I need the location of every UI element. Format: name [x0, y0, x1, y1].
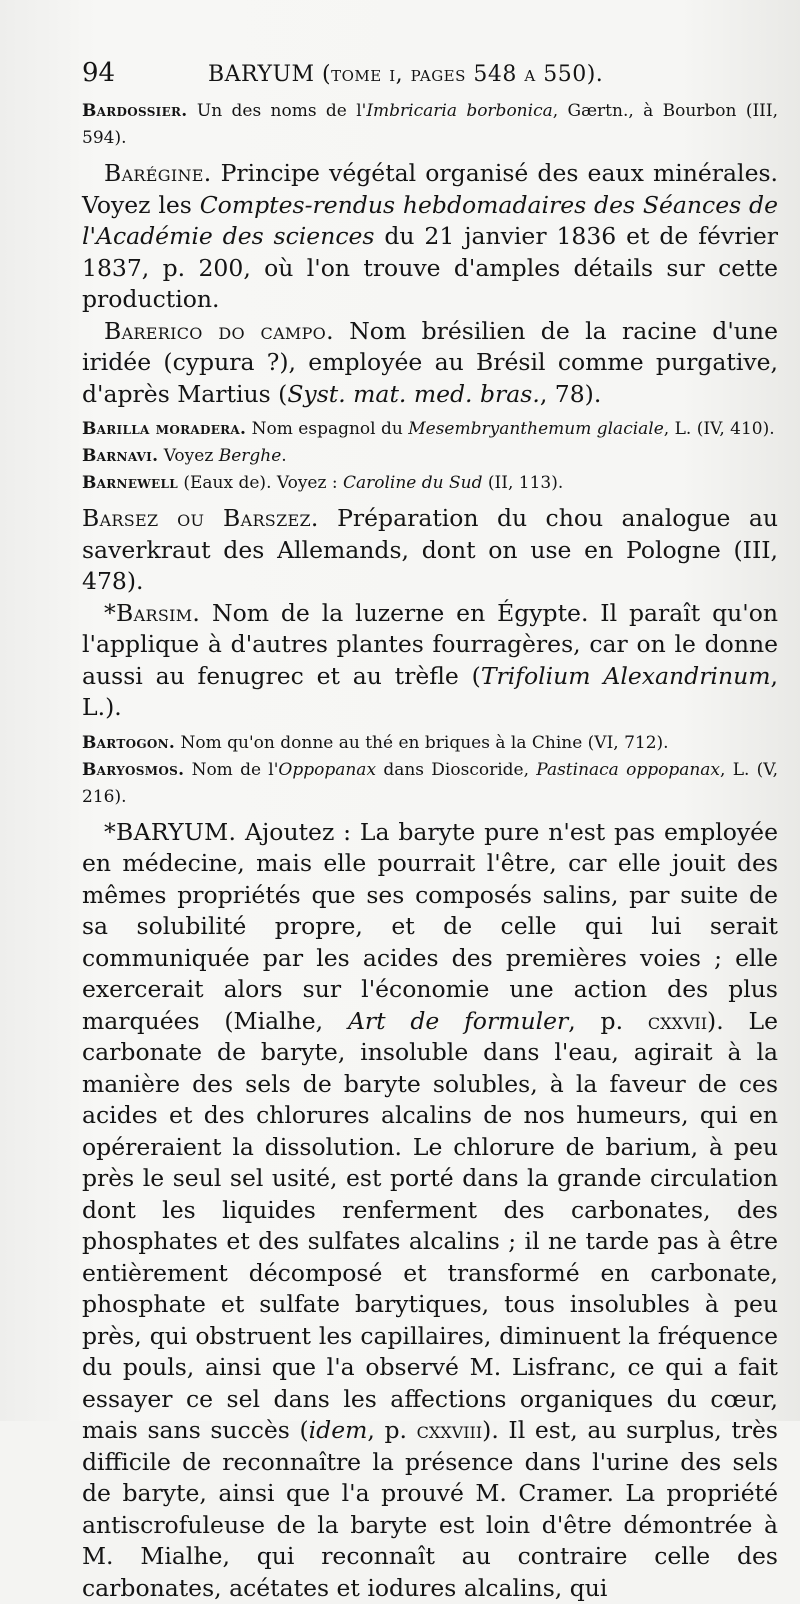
entry-text: du 21 janvier 1836 et de février 1837, p. 200, où l'on trouve d'amples détails sur cette production.	[82, 222, 778, 313]
entry-baryosmos	[82, 757, 778, 811]
entry-headword: Barégine.	[104, 159, 212, 187]
running-title-main: BARYUM	[208, 62, 315, 87]
entry-text: , Gærtn., à Bourbon (III, 594).	[82, 101, 778, 148]
italic-term: Pastinaca oppopanax	[536, 760, 720, 780]
entry-text: (II, 113).	[483, 473, 564, 493]
entry-baryum	[82, 817, 778, 1604]
entry-barsim	[82, 598, 778, 724]
italic-term: Trifolium Alexandrinum	[481, 662, 771, 690]
entry-headword: Barnavi.	[82, 446, 158, 466]
italic-term: idem	[309, 1416, 368, 1444]
entry-headword: Barsez ou Barszez.	[82, 504, 319, 532]
entry-text: , 78).	[540, 380, 601, 408]
entry-barnavi	[82, 443, 778, 470]
entry-text: , p.	[568, 1007, 648, 1035]
italic-term: Imbricaria borbonica	[366, 101, 552, 121]
entry-text: Nom qu'on donne au thé en briques à la Chine (VI, 712).	[175, 733, 668, 753]
running-head	[82, 58, 778, 92]
italic-term: Art de formuler	[348, 1007, 568, 1035]
running-title	[208, 62, 603, 87]
entry-text: Nom de la luzerne en Égypte. Il paraît qu'on l'applique à d'autres plantes fourragères, car on le donne aussi au fenugrec et au trèfle (	[82, 599, 778, 690]
entry-barsez	[82, 503, 778, 598]
entry-baregine	[82, 158, 778, 316]
entry-text: , p.	[367, 1416, 416, 1444]
entry-headword: Baryosmos.	[82, 760, 184, 780]
entry-barerico	[82, 316, 778, 411]
entry-headword: Barnewell	[82, 473, 178, 493]
entry-barnewell	[82, 470, 778, 497]
entry-headword: Bartogon.	[82, 733, 175, 753]
italic-term: Berghe	[219, 446, 282, 466]
entry-text: (Eaux de). Voyez :	[178, 473, 343, 493]
running-title-range: (tome i, pages 548 a 550).	[322, 62, 603, 87]
entry-text: , L. (IV, 410).	[664, 419, 775, 439]
italic-term: Mesembryanthemum glaciale	[408, 419, 664, 439]
entry-text: Principe végétal organisé des eaux minérales. Voyez les	[82, 159, 778, 219]
entry-bartogon	[82, 730, 778, 757]
entry-text: ). Le carbonate de baryte, insoluble dans l'eau, agirait à la manière des sels de baryte solubles, à la faveur de ces acides et des chlorures alcalins de nos humeurs, qui en opéreraient la dissolution. Le chlorure de barium, à peu près le seul sel usité, est porté dans la grande circulation dont les liquides renferment des carbonates, des phosphates et des sulfates alcalins ; il ne tarde pas à être entièrement décomposé et transformé en carbonate, phosphate et sulfate barytiques, tous insolubles à peu près, qui obstruent les capillaires, diminuent la fréquence du pouls, ainsi que l'a observé M. Lisfranc, ce qui a fait essayer ce sel dans les affections organiques du cœur, mais sans succès (	[82, 1007, 778, 1445]
entry-text: Nom espagnol du	[246, 419, 408, 439]
entry-text: Nom de l'	[184, 760, 278, 780]
entry-headword: *Barsim.	[104, 599, 200, 627]
entry-text: Préparation du chou analogue au saverkraut des Allemands, dont on use en Pologne (III, 478).	[82, 504, 778, 595]
entry-text: ). Il est, au surplus, très difficile de reconnaître la présence dans l'urine des sels de baryte, ainsi que l'a prouvé M. Cramer. La propriété antiscrofuleuse de la baryte est loin d'être démontrée à M. Mialhe, qui reconnaît au contraire celle des carbonates, acétates et iodures alcalins, qui	[82, 1416, 778, 1602]
entry-text: .	[281, 446, 286, 466]
entry-headword: Bardossier.	[82, 101, 188, 121]
italic-term: Syst. mat. med. bras.	[287, 380, 540, 408]
entry-text: , L. (V, 216).	[82, 760, 778, 807]
roman-numeral-ref: cxxviii	[417, 1416, 483, 1444]
entry-text: Ajoutez : La baryte pure n'est pas employée en médecine, mais elle pourrait l'être, car elle jouit des mêmes propriétés que ses composés salins, par suite de sa solubilité propre, et de celle qui lui serait communiquée par les acides des premières voies ; elle exercerait alors sur l'économie une action des plus marquées (Mialhe,	[82, 818, 778, 1035]
entry-barilla	[82, 416, 778, 443]
page-number: 94	[82, 58, 208, 88]
italic-term: Comptes-rendus hebdomadaires des Séances de l'Académie des sciences	[82, 191, 778, 251]
entry-text: Nom brésilien de la racine d'une iridée (cypura ?), employée au Brésil comme purgative, d'après Martius (	[82, 317, 778, 408]
entry-text: Voyez	[158, 446, 218, 466]
entry-headword: Barerico do campo.	[104, 317, 334, 345]
entry-bardossier	[82, 98, 778, 152]
roman-numeral-ref: cxxvii	[648, 1007, 707, 1035]
italic-term: Oppopanax	[278, 760, 376, 780]
entry-headword: *BARYUM.	[104, 818, 236, 846]
entry-headword: Barilla moradera.	[82, 419, 246, 439]
italic-term: Caroline du Sud	[343, 473, 483, 493]
entry-text: dans Dioscoride,	[376, 760, 536, 780]
entry-text: , L.).	[82, 662, 778, 722]
entry-text: Un des noms de l'	[188, 101, 367, 121]
